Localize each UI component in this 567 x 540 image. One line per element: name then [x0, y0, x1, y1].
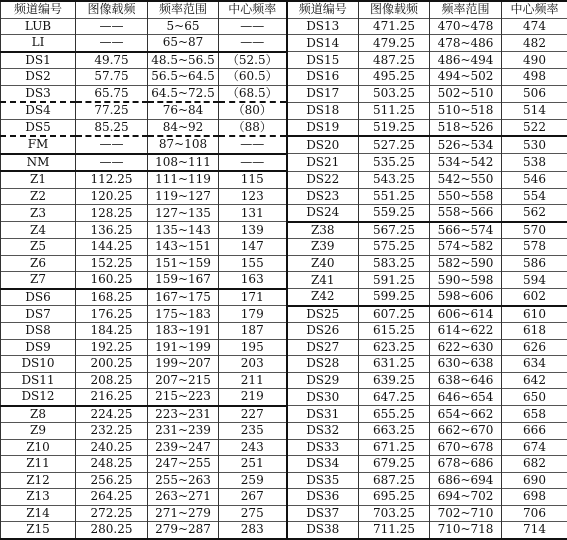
right-center-frequency-cell: 698 — [502, 489, 567, 506]
left-picture-carrier-cell: 224.25 — [76, 406, 148, 423]
left-frequency-range-cell: 191~199 — [148, 339, 219, 356]
right-frequency-range-cell: 622~630 — [430, 339, 502, 356]
right-picture-carrier-cell: 647.25 — [359, 389, 430, 406]
right-picture-carrier-cell: 623.25 — [359, 339, 430, 356]
left-center-frequency-cell: 123 — [219, 188, 287, 205]
right-picture-carrier-cell: 519.25 — [359, 119, 430, 136]
right-channel-number-cell: DS24 — [287, 205, 359, 222]
left-channel-number-cell: Z2 — [1, 188, 76, 205]
left-frequency-range-cell: 127~135 — [148, 205, 219, 222]
left-channel-number-cell: NM — [1, 154, 76, 172]
right-picture-carrier-cell: 495.25 — [359, 69, 430, 86]
left-picture-carrier-cell: —— — [76, 18, 148, 35]
left-channel-number-cell: Z14 — [1, 505, 76, 522]
right-frequency-range-cell: 662~670 — [430, 423, 502, 440]
right-frequency-range-cell: 526~534 — [430, 136, 502, 154]
left-channel-number-cell: DS10 — [1, 356, 76, 373]
right-center-frequency-cell: 562 — [502, 205, 567, 222]
left-picture-carrier-cell: 144.25 — [76, 239, 148, 256]
left-channel-number-cell: Z7 — [1, 272, 76, 289]
right-picture-carrier-cell: 607.25 — [359, 306, 430, 323]
left-center-frequency-cell: 171 — [219, 289, 287, 306]
left-frequency-range-cell: 183~191 — [148, 323, 219, 340]
table-row — [1, 119, 567, 136]
left-channel-number-cell: DS1 — [1, 52, 76, 69]
left-channel-number-cell: Z4 — [1, 222, 76, 239]
left-picture-carrier-cell: 232.25 — [76, 423, 148, 440]
left-center-frequency-cell: 163 — [219, 272, 287, 289]
left-center-frequency-cell: 155 — [219, 255, 287, 272]
table-row — [1, 18, 567, 35]
header-frequency-range-right: 频率范围 — [430, 1, 502, 18]
left-center-frequency-cell: 131 — [219, 205, 287, 222]
right-center-frequency-cell: 626 — [502, 339, 567, 356]
left-center-frequency-cell: —— — [219, 35, 287, 52]
left-frequency-range-cell: 255~263 — [148, 472, 219, 489]
left-frequency-range-cell: 279~287 — [148, 522, 219, 539]
right-channel-number-cell: DS34 — [287, 456, 359, 473]
right-center-frequency-cell: 594 — [502, 272, 567, 289]
left-center-frequency-cell: 195 — [219, 339, 287, 356]
right-picture-carrier-cell: 711.25 — [359, 522, 430, 539]
right-center-frequency-cell: 714 — [502, 522, 567, 539]
left-frequency-range-cell: 239~247 — [148, 439, 219, 456]
left-picture-carrier-cell: 168.25 — [76, 289, 148, 306]
right-frequency-range-cell: 486~494 — [430, 52, 502, 69]
table-row — [1, 505, 567, 522]
right-frequency-range-cell: 670~678 — [430, 439, 502, 456]
right-center-frequency-cell: 498 — [502, 69, 567, 86]
left-center-frequency-cell: 227 — [219, 406, 287, 423]
right-center-frequency-cell: 634 — [502, 356, 567, 373]
header-row — [1, 1, 567, 18]
left-center-frequency-cell: （68.5） — [219, 85, 287, 102]
left-picture-carrier-cell: 240.25 — [76, 439, 148, 456]
table-row — [1, 439, 567, 456]
left-channel-number-cell: LUB — [1, 18, 76, 35]
table-row — [1, 272, 567, 289]
left-center-frequency-cell: —— — [219, 18, 287, 35]
left-center-frequency-cell: 203 — [219, 356, 287, 373]
right-channel-number-cell: DS18 — [287, 102, 359, 119]
left-frequency-range-cell: 76~84 — [148, 102, 219, 119]
right-picture-carrier-cell: 503.25 — [359, 85, 430, 102]
left-channel-number-cell: Z8 — [1, 406, 76, 423]
left-frequency-range-cell: 135~143 — [148, 222, 219, 239]
left-frequency-range-cell: 151~159 — [148, 255, 219, 272]
right-frequency-range-cell: 518~526 — [430, 119, 502, 136]
left-center-frequency-cell: 115 — [219, 171, 287, 188]
right-channel-number-cell: DS31 — [287, 406, 359, 423]
left-channel-number-cell: Z6 — [1, 255, 76, 272]
left-channel-number-cell: DS5 — [1, 119, 76, 136]
table-row — [1, 289, 567, 306]
left-center-frequency-cell: 187 — [219, 323, 287, 340]
left-picture-carrier-cell: 280.25 — [76, 522, 148, 539]
right-channel-number-cell: Z39 — [287, 239, 359, 256]
left-channel-number-cell: Z9 — [1, 423, 76, 440]
left-center-frequency-cell: —— — [219, 154, 287, 172]
right-picture-carrier-cell: 487.25 — [359, 52, 430, 69]
right-center-frequency-cell: 474 — [502, 18, 567, 35]
right-channel-number-cell: DS38 — [287, 522, 359, 539]
right-channel-number-cell: DS16 — [287, 69, 359, 86]
right-center-frequency-cell: 514 — [502, 102, 567, 119]
right-center-frequency-cell: 602 — [502, 289, 567, 306]
left-channel-number-cell: Z13 — [1, 489, 76, 506]
table-row — [1, 188, 567, 205]
right-picture-carrier-cell: 511.25 — [359, 102, 430, 119]
left-frequency-range-cell: 223~231 — [148, 406, 219, 423]
right-channel-number-cell: Z38 — [287, 222, 359, 239]
right-center-frequency-cell: 578 — [502, 239, 567, 256]
left-picture-carrier-cell: 65.75 — [76, 85, 148, 102]
left-channel-number-cell: Z11 — [1, 456, 76, 473]
right-center-frequency-cell: 586 — [502, 255, 567, 272]
right-picture-carrier-cell: 527.25 — [359, 136, 430, 154]
right-center-frequency-cell: 554 — [502, 188, 567, 205]
left-frequency-range-cell: 175~183 — [148, 306, 219, 323]
left-frequency-range-cell: 65~87 — [148, 35, 219, 52]
right-center-frequency-cell: 538 — [502, 154, 567, 172]
right-frequency-range-cell: 598~606 — [430, 289, 502, 306]
right-channel-number-cell: DS36 — [287, 489, 359, 506]
right-frequency-range-cell: 614~622 — [430, 323, 502, 340]
right-channel-number-cell: DS25 — [287, 306, 359, 323]
right-frequency-range-cell: 502~510 — [430, 85, 502, 102]
right-frequency-range-cell: 694~702 — [430, 489, 502, 506]
table-row — [1, 356, 567, 373]
left-center-frequency-cell: 147 — [219, 239, 287, 256]
header-picture-carrier-left: 图像载频 — [76, 1, 148, 18]
right-picture-carrier-cell: 639.25 — [359, 372, 430, 389]
left-channel-number-cell: DS3 — [1, 85, 76, 102]
right-channel-number-cell: DS28 — [287, 356, 359, 373]
right-picture-carrier-cell: 471.25 — [359, 18, 430, 35]
table-row — [1, 389, 567, 406]
right-frequency-range-cell: 606~614 — [430, 306, 502, 323]
table-row — [1, 456, 567, 473]
right-channel-number-cell: Z41 — [287, 272, 359, 289]
left-picture-carrier-cell: —— — [76, 154, 148, 172]
left-frequency-range-cell: 108~111 — [148, 154, 219, 172]
left-frequency-range-cell: 207~215 — [148, 372, 219, 389]
table-row — [1, 339, 567, 356]
header-center-frequency-right: 中心频率 — [502, 1, 567, 18]
left-frequency-range-cell: 5~65 — [148, 18, 219, 35]
right-picture-carrier-cell: 535.25 — [359, 154, 430, 172]
left-center-frequency-cell: （88） — [219, 119, 287, 136]
left-picture-carrier-cell: 160.25 — [76, 272, 148, 289]
right-frequency-range-cell: 702~710 — [430, 505, 502, 522]
right-channel-number-cell: DS29 — [287, 372, 359, 389]
right-picture-carrier-cell: 695.25 — [359, 489, 430, 506]
left-channel-number-cell: Z12 — [1, 472, 76, 489]
left-channel-number-cell: DS8 — [1, 323, 76, 340]
left-frequency-range-cell: 111~119 — [148, 171, 219, 188]
table-row — [1, 323, 567, 340]
left-picture-carrier-cell: 264.25 — [76, 489, 148, 506]
right-channel-number-cell: DS17 — [287, 85, 359, 102]
table-row — [1, 136, 567, 154]
right-center-frequency-cell: 490 — [502, 52, 567, 69]
table-row — [1, 472, 567, 489]
header-channel-number-left: 频道编号 — [1, 1, 76, 18]
left-center-frequency-cell: （60.5） — [219, 69, 287, 86]
left-picture-carrier-cell: 120.25 — [76, 188, 148, 205]
right-frequency-range-cell: 470~478 — [430, 18, 502, 35]
right-channel-number-cell: DS23 — [287, 188, 359, 205]
right-picture-carrier-cell: 543.25 — [359, 171, 430, 188]
table-row — [1, 255, 567, 272]
left-picture-carrier-cell: 112.25 — [76, 171, 148, 188]
right-frequency-range-cell: 710~718 — [430, 522, 502, 539]
left-channel-number-cell: Z3 — [1, 205, 76, 222]
right-channel-number-cell: DS21 — [287, 154, 359, 172]
left-picture-carrier-cell: 272.25 — [76, 505, 148, 522]
left-channel-number-cell: DS2 — [1, 69, 76, 86]
right-channel-number-cell: DS33 — [287, 439, 359, 456]
left-center-frequency-cell: 139 — [219, 222, 287, 239]
left-frequency-range-cell: 263~271 — [148, 489, 219, 506]
right-picture-carrier-cell: 591.25 — [359, 272, 430, 289]
left-center-frequency-cell: 283 — [219, 522, 287, 539]
right-picture-carrier-cell: 703.25 — [359, 505, 430, 522]
table-row — [1, 489, 567, 506]
left-picture-carrier-cell: 77.25 — [76, 102, 148, 119]
header-channel-number-right: 频道编号 — [287, 1, 359, 18]
right-center-frequency-cell: 674 — [502, 439, 567, 456]
left-center-frequency-cell: 275 — [219, 505, 287, 522]
right-channel-number-cell: DS30 — [287, 389, 359, 406]
left-channel-number-cell: Z1 — [1, 171, 76, 188]
right-frequency-range-cell: 478~486 — [430, 35, 502, 52]
right-frequency-range-cell: 582~590 — [430, 255, 502, 272]
right-center-frequency-cell: 482 — [502, 35, 567, 52]
right-channel-number-cell: Z42 — [287, 289, 359, 306]
left-picture-carrier-cell: 256.25 — [76, 472, 148, 489]
right-frequency-range-cell: 534~542 — [430, 154, 502, 172]
left-channel-number-cell: FM — [1, 136, 76, 154]
left-frequency-range-cell: 56.5~64.5 — [148, 69, 219, 86]
right-channel-number-cell: DS15 — [287, 52, 359, 69]
left-channel-number-cell: Z15 — [1, 522, 76, 539]
right-frequency-range-cell: 590~598 — [430, 272, 502, 289]
right-picture-carrier-cell: 559.25 — [359, 205, 430, 222]
right-picture-carrier-cell: 599.25 — [359, 289, 430, 306]
right-center-frequency-cell: 506 — [502, 85, 567, 102]
right-center-frequency-cell: 706 — [502, 505, 567, 522]
left-frequency-range-cell: 231~239 — [148, 423, 219, 440]
left-picture-carrier-cell: 85.25 — [76, 119, 148, 136]
table-row — [1, 205, 567, 222]
right-picture-carrier-cell: 615.25 — [359, 323, 430, 340]
right-center-frequency-cell: 666 — [502, 423, 567, 440]
right-channel-number-cell: DS14 — [287, 35, 359, 52]
right-frequency-range-cell: 494~502 — [430, 69, 502, 86]
right-picture-carrier-cell: 479.25 — [359, 35, 430, 52]
right-center-frequency-cell: 546 — [502, 171, 567, 188]
right-channel-number-cell: DS26 — [287, 323, 359, 340]
left-center-frequency-cell: 243 — [219, 439, 287, 456]
left-channel-number-cell: DS7 — [1, 306, 76, 323]
left-center-frequency-cell: 179 — [219, 306, 287, 323]
left-channel-number-cell: Z10 — [1, 439, 76, 456]
left-frequency-range-cell: 48.5~56.5 — [148, 52, 219, 69]
left-frequency-range-cell: 199~207 — [148, 356, 219, 373]
table-row — [1, 52, 567, 69]
left-frequency-range-cell: 159~167 — [148, 272, 219, 289]
right-channel-number-cell: DS20 — [287, 136, 359, 154]
table-row — [1, 85, 567, 102]
table-row — [1, 306, 567, 323]
right-frequency-range-cell: 574~582 — [430, 239, 502, 256]
left-picture-carrier-cell: 216.25 — [76, 389, 148, 406]
right-channel-number-cell: DS32 — [287, 423, 359, 440]
left-picture-carrier-cell: —— — [76, 35, 148, 52]
left-channel-number-cell: DS6 — [1, 289, 76, 306]
left-frequency-range-cell: 215~223 — [148, 389, 219, 406]
table-row — [1, 171, 567, 188]
left-channel-number-cell: Z5 — [1, 239, 76, 256]
right-frequency-range-cell: 542~550 — [430, 171, 502, 188]
table-body — [1, 1, 567, 539]
table-row — [1, 222, 567, 239]
right-frequency-range-cell: 646~654 — [430, 389, 502, 406]
left-picture-carrier-cell: 128.25 — [76, 205, 148, 222]
right-picture-carrier-cell: 583.25 — [359, 255, 430, 272]
right-frequency-range-cell: 654~662 — [430, 406, 502, 423]
right-frequency-range-cell: 678~686 — [430, 456, 502, 473]
right-frequency-range-cell: 550~558 — [430, 188, 502, 205]
right-picture-carrier-cell: 663.25 — [359, 423, 430, 440]
right-channel-number-cell: DS22 — [287, 171, 359, 188]
left-picture-carrier-cell: 208.25 — [76, 372, 148, 389]
right-picture-carrier-cell: 551.25 — [359, 188, 430, 205]
right-picture-carrier-cell: 671.25 — [359, 439, 430, 456]
left-center-frequency-cell: 251 — [219, 456, 287, 473]
left-picture-carrier-cell: 192.25 — [76, 339, 148, 356]
left-frequency-range-cell: 143~151 — [148, 239, 219, 256]
left-center-frequency-cell: 219 — [219, 389, 287, 406]
left-channel-number-cell: DS4 — [1, 102, 76, 119]
left-picture-carrier-cell: 49.75 — [76, 52, 148, 69]
right-picture-carrier-cell: 567.25 — [359, 222, 430, 239]
right-channel-number-cell: DS13 — [287, 18, 359, 35]
right-frequency-range-cell: 558~566 — [430, 205, 502, 222]
header-center-frequency-left: 中心频率 — [219, 1, 287, 18]
right-frequency-range-cell: 566~574 — [430, 222, 502, 239]
right-center-frequency-cell: 610 — [502, 306, 567, 323]
right-picture-carrier-cell: 679.25 — [359, 456, 430, 473]
left-frequency-range-cell: 87~108 — [148, 136, 219, 154]
header-frequency-range-left: 频率范围 — [148, 1, 219, 18]
left-picture-carrier-cell: 176.25 — [76, 306, 148, 323]
left-center-frequency-cell: 235 — [219, 423, 287, 440]
right-center-frequency-cell: 642 — [502, 372, 567, 389]
table-row — [1, 154, 567, 172]
right-channel-number-cell: DS35 — [287, 472, 359, 489]
right-center-frequency-cell: 682 — [502, 456, 567, 473]
right-frequency-range-cell: 638~646 — [430, 372, 502, 389]
right-channel-number-cell: DS27 — [287, 339, 359, 356]
right-center-frequency-cell: 530 — [502, 136, 567, 154]
table-row — [1, 69, 567, 86]
right-center-frequency-cell: 522 — [502, 119, 567, 136]
table-row — [1, 522, 567, 539]
left-frequency-range-cell: 167~175 — [148, 289, 219, 306]
table-row — [1, 239, 567, 256]
left-picture-carrier-cell: 200.25 — [76, 356, 148, 373]
right-center-frequency-cell: 690 — [502, 472, 567, 489]
table-row — [1, 406, 567, 423]
table-row — [1, 35, 567, 52]
left-center-frequency-cell: （52.5） — [219, 52, 287, 69]
right-center-frequency-cell: 570 — [502, 222, 567, 239]
table-row — [1, 423, 567, 440]
left-center-frequency-cell: 267 — [219, 489, 287, 506]
right-frequency-range-cell: 630~638 — [430, 356, 502, 373]
left-picture-carrier-cell: —— — [76, 136, 148, 154]
right-picture-carrier-cell: 687.25 — [359, 472, 430, 489]
left-picture-carrier-cell: 136.25 — [76, 222, 148, 239]
left-frequency-range-cell: 84~92 — [148, 119, 219, 136]
left-picture-carrier-cell: 248.25 — [76, 456, 148, 473]
left-picture-carrier-cell: 184.25 — [76, 323, 148, 340]
right-frequency-range-cell: 686~694 — [430, 472, 502, 489]
left-channel-number-cell: DS12 — [1, 389, 76, 406]
left-channel-number-cell: DS11 — [1, 372, 76, 389]
left-picture-carrier-cell: 57.75 — [76, 69, 148, 86]
right-picture-carrier-cell: 575.25 — [359, 239, 430, 256]
header-picture-carrier-right: 图像载频 — [359, 1, 430, 18]
left-center-frequency-cell: 211 — [219, 372, 287, 389]
left-frequency-range-cell: 119~127 — [148, 188, 219, 205]
table-row — [1, 102, 567, 119]
left-frequency-range-cell: 247~255 — [148, 456, 219, 473]
right-frequency-range-cell: 510~518 — [430, 102, 502, 119]
right-channel-number-cell: DS19 — [287, 119, 359, 136]
left-channel-number-cell: DS9 — [1, 339, 76, 356]
right-center-frequency-cell: 658 — [502, 406, 567, 423]
left-channel-number-cell: LI — [1, 35, 76, 52]
left-picture-carrier-cell: 152.25 — [76, 255, 148, 272]
left-center-frequency-cell: 259 — [219, 472, 287, 489]
right-center-frequency-cell: 650 — [502, 389, 567, 406]
table-row — [1, 372, 567, 389]
right-channel-number-cell: DS37 — [287, 505, 359, 522]
right-picture-carrier-cell: 655.25 — [359, 406, 430, 423]
left-frequency-range-cell: 64.5~72.5 — [148, 85, 219, 102]
right-picture-carrier-cell: 631.25 — [359, 356, 430, 373]
right-channel-number-cell: Z40 — [287, 255, 359, 272]
left-center-frequency-cell: —— — [219, 136, 287, 154]
left-frequency-range-cell: 271~279 — [148, 505, 219, 522]
right-center-frequency-cell: 618 — [502, 323, 567, 340]
left-center-frequency-cell: （80） — [219, 102, 287, 119]
